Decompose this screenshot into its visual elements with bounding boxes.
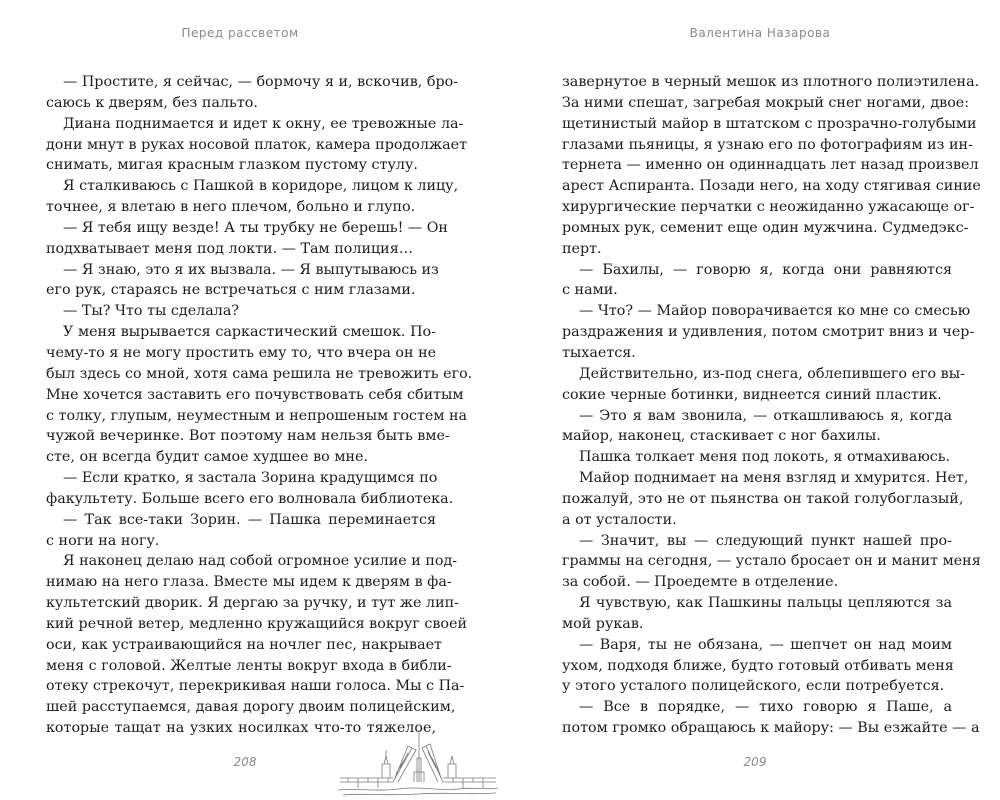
text-line: чему-то я не могу простить ему то, что вчера он не bbox=[46, 344, 437, 361]
text-line: Диана поднимается и идет к окну, ее тревожные ла- bbox=[63, 115, 464, 132]
text-line: с нами. bbox=[562, 282, 618, 299]
text-line: тернета — именно он одиннадцать лет назад произвел bbox=[562, 157, 979, 174]
text-line: — Я тебя ищу везде! А ты трубку не берешь! — Он bbox=[63, 219, 448, 236]
text-line: Я наконец делаю над собой огромное усилие и под- bbox=[63, 553, 458, 570]
running-head-author: Валентина Назарова bbox=[689, 26, 831, 40]
drawbridge-illustration bbox=[338, 728, 498, 798]
text-line: нимаю на него глаза. Вместе мы идем к дверям в фа- bbox=[46, 574, 452, 591]
left-page-text bbox=[46, 72, 473, 739]
text-line: был здесь со мной, хотя сама решила не тревожить его. bbox=[46, 365, 473, 382]
text-line: Действительно, из-под снега, облепившего его вы- bbox=[579, 365, 965, 382]
text-line: точнее, я влетаю в него плечом, больно и глупо. bbox=[46, 199, 416, 216]
text-line: подхватывает меня под локти. — Там полиция… bbox=[46, 240, 414, 257]
text-line: дони мнут в руках носовой платок, камера продолжает bbox=[46, 136, 467, 153]
text-line: майор, наконец, стаскивает с ног бахилы. bbox=[562, 428, 881, 445]
text-line: глазами пьяницы, я узнаю его по фотографиям из ин- bbox=[562, 136, 973, 153]
text-line: его рук, стараясь не встречаться с ним глазами. bbox=[46, 282, 416, 299]
text-line: с ноги на ногу. bbox=[46, 532, 160, 549]
text-line: — Бахилы, — говорю я, когда они равняются bbox=[579, 261, 952, 278]
text-line: тыхается. bbox=[562, 344, 636, 361]
text-line: кий речной ветер, медленно кружащийся вокруг своей bbox=[46, 615, 468, 632]
text-line: У меня вырывается саркастический смешок. По- bbox=[63, 324, 436, 341]
text-line: — Что? — Майор поворачивается ко мне со смесью bbox=[579, 303, 971, 320]
page-number-left: 208 bbox=[233, 755, 257, 769]
text-line: — Это я вам звонила, — откашливаюсь я, когда bbox=[579, 407, 952, 424]
text-line: потом громко обращаюсь к майору: — Вы езжайте — а bbox=[562, 720, 980, 737]
right-page bbox=[500, 0, 1000, 800]
text-line: Мне хочется заставить его почувствовать себя сбитым bbox=[46, 386, 464, 403]
text-line: которые тащат на узких носилках что-то тяжелое, bbox=[46, 720, 436, 737]
text-line: снимать, мигая красным глазком пустому стулу. bbox=[46, 157, 418, 174]
text-line: — Все в порядке, — тихо говорю я Паше, а bbox=[579, 699, 952, 716]
text-line: За ними спешат, загребая мокрый снег ногами, двое: bbox=[562, 94, 970, 111]
text-line: — Простите, я сейчас, — бормочу я и, вскочив, бро- bbox=[63, 74, 459, 90]
text-line: факультету. Больше всего его волновала библиотека. bbox=[46, 490, 454, 507]
text-line: культетский дворик. Я дергаю за ручку, и тут же лип- bbox=[46, 595, 460, 612]
text-line: с толку, глупым, неуместным и непрошеным гостем на bbox=[46, 407, 468, 424]
text-line: — Значит, вы — следующий пункт нашей про- bbox=[579, 532, 952, 549]
text-line: арест Аспиранта. Позади него, на ходу стягивая синие bbox=[562, 178, 981, 195]
text-line: — Ты? Что ты сделала? bbox=[63, 303, 240, 320]
running-head-book-title: Перед рассветом bbox=[181, 26, 299, 40]
text-line: пожалуй, это не от пьянства он такой голубоглазый, bbox=[562, 490, 964, 507]
text-line: хирургические перчатки с неожиданно ужасающе ог- bbox=[562, 199, 975, 216]
text-line: — Если кратко, я застала Зорина крадущимся по bbox=[63, 470, 438, 487]
text-line: оси, как устраивающийся на ночлег пес, накрывает bbox=[46, 636, 442, 653]
text-line: отеку стрекочут, перекрикивая наши голоса. Мы с Па- bbox=[46, 678, 465, 695]
page-number-right: 209 bbox=[743, 755, 767, 769]
text-line: — Варя, ты не обязана, — шепчет он над моим bbox=[579, 636, 952, 653]
text-line: сокие черные ботинки, виднеется синий пластик. bbox=[562, 386, 942, 403]
text-line: Пашка толкает меня под локоть, я отмахиваюсь. bbox=[579, 449, 951, 466]
text-line: Я чувствую, как Пашкины пальцы цепляются за bbox=[579, 595, 952, 612]
text-line: ухом, подходя ближе, будто готовый отбивать меня bbox=[562, 657, 954, 674]
text-line: чужой вечеринке. Вот поэтому нам нельзя быть вме- bbox=[46, 428, 450, 445]
text-line: за собой. — Проедемте в отделение. bbox=[562, 574, 839, 591]
text-line: шей расступаемся, давая дорогу двоим полицейским, bbox=[46, 699, 456, 716]
text-line: саюсь к дверям, без пальто. bbox=[46, 94, 258, 111]
text-line: щетинистый майор в штатском с прозрачно-голубыми bbox=[562, 115, 977, 132]
text-line: раздражения и удивления, потом смотрит вниз и чер- bbox=[562, 324, 975, 341]
text-line: — Так все-таки Зорин. — Пашка переминается bbox=[63, 511, 436, 528]
text-line: перт. bbox=[562, 240, 602, 257]
text-line: меня с головой. Желтые ленты вокруг входа в библи- bbox=[46, 657, 452, 674]
text-line: ромных рук, семенит еще один мужчина. Судмедэкс- bbox=[562, 219, 969, 236]
text-line: у этого усталого полицейского, если потребуется. bbox=[562, 678, 945, 695]
text-line: Я сталкиваюсь с Пашкой в коридоре, лицом к лицу, bbox=[63, 178, 459, 195]
right-page-text bbox=[562, 72, 981, 739]
text-line: завернутое в черный мешок из плотного полиэтилена. bbox=[562, 74, 980, 90]
text-line: граммы на сегодня, — устало бросает он и манит меня bbox=[562, 553, 981, 570]
text-line: Майор поднимает на меня взгляд и хмурится. Нет, bbox=[579, 470, 969, 487]
text-line: сте, он всегда будит самое худшее во мне. bbox=[46, 449, 368, 466]
text-line: а от усталости. bbox=[562, 511, 677, 528]
text-line: мой рукав. bbox=[562, 615, 644, 632]
text-line: — Я знаю, это я их вызвала. — Я выпутываюсь из bbox=[63, 261, 439, 278]
